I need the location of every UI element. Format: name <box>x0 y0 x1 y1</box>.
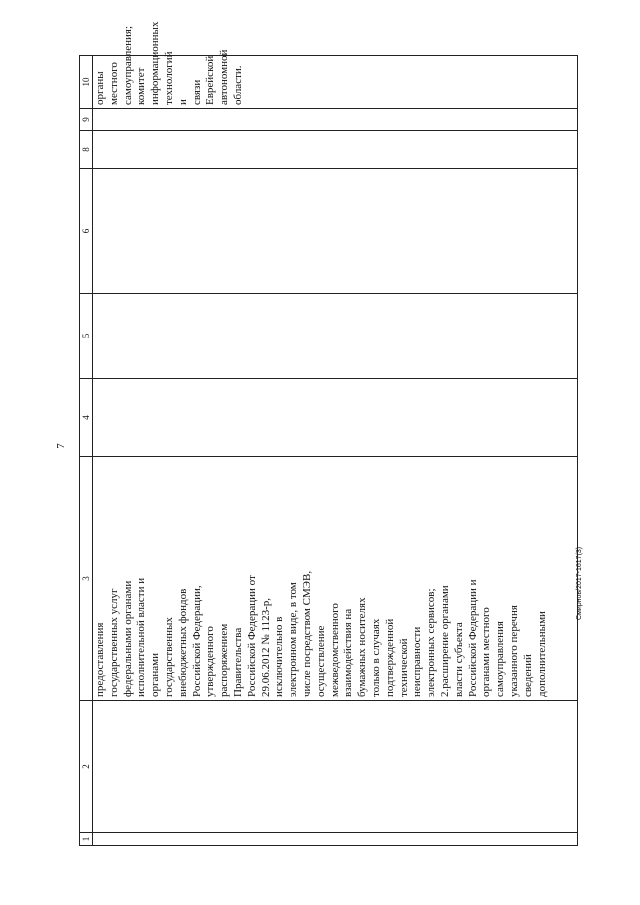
header-col-1: 1 <box>80 833 93 846</box>
cell-responsible: органы местного самоуправления; комитет информационных технологий и связи Еврейской автономной области. <box>93 56 578 109</box>
header-col-9: 9 <box>80 109 93 131</box>
header-col-8: 8 <box>80 131 93 169</box>
header-col-10: 10 <box>80 56 93 109</box>
footer-document-code: Смирнов/2017-1617(3) <box>576 546 583 620</box>
header-col-2: 2 <box>80 701 93 833</box>
header-col-4: 4 <box>80 379 93 457</box>
page-number: 7 <box>54 443 67 449</box>
header-col-3: 3 <box>80 457 93 701</box>
header-col-5: 5 <box>80 294 93 379</box>
table-row <box>93 56 578 846</box>
cell-col-1 <box>93 833 578 846</box>
header-row <box>80 56 93 846</box>
cell-col-2 <box>93 701 578 833</box>
cell-col-4 <box>93 379 578 457</box>
cell-col-8 <box>93 131 578 169</box>
cell-measure-description: предоставления государственных услуг федеральными органами исполнительной власти и органами государственных внебюджетных фондов Российской Федерации, утвержденного распоряжением Правительства Российской Федерации от 29.06.2012 № 1123-р, исключительно в электронном виде, в том числе посредством СМЭВ, осуществление межведомственного взаимодействия на бумажных носителях только в случаях подтвержденной технической неисправности электронных сервисов; 2.расширение органами власти субъекта Российской Федерации и органами местного самоуправления указанного перечня сведений дополнительными <box>93 457 578 701</box>
cell-col-5 <box>93 294 578 379</box>
cell-col-6 <box>93 169 578 294</box>
rotated-table-container <box>79 21 578 846</box>
measures-table <box>79 21 578 846</box>
cell-col-9 <box>93 109 578 131</box>
header-col-6: 6 <box>80 169 93 294</box>
